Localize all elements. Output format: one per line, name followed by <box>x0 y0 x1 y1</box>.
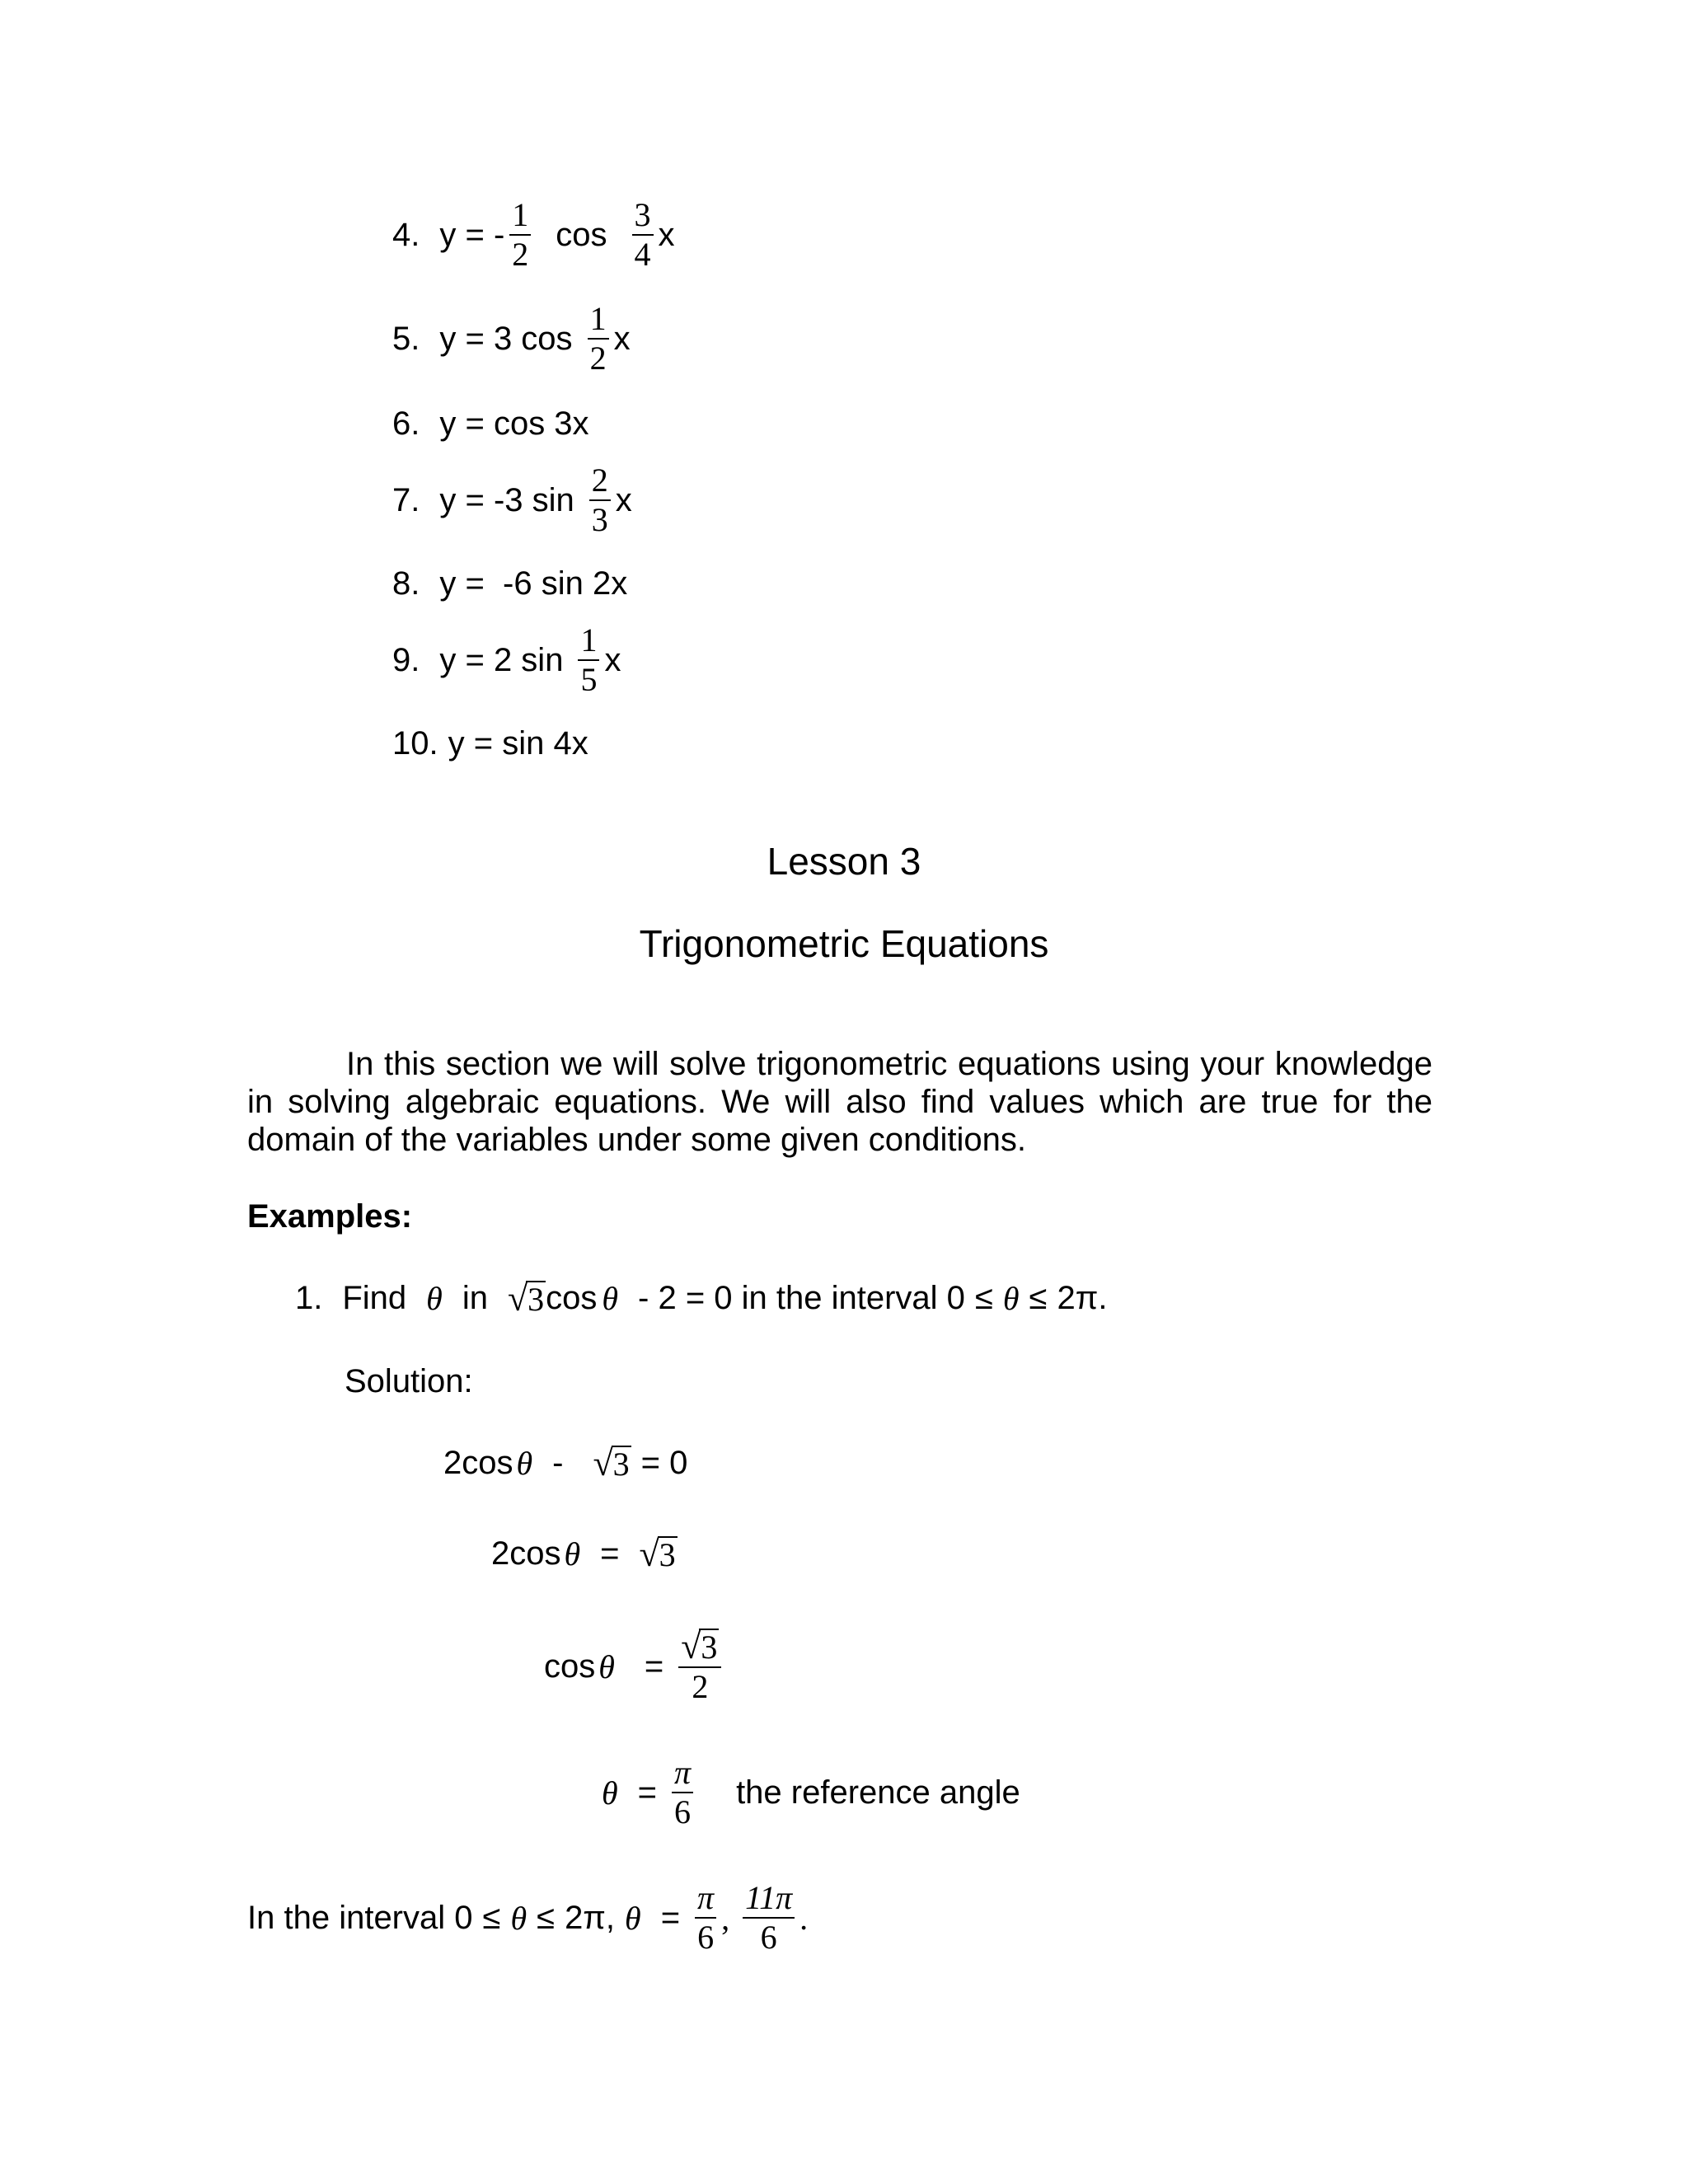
example-number: 1. <box>295 1280 323 1316</box>
theta-symbol: θ <box>598 1647 615 1685</box>
function-name: cos <box>556 216 607 253</box>
square-root: √ 3 <box>681 1626 718 1666</box>
variable: x <box>658 216 675 253</box>
examples-heading: Examples: <box>247 1198 413 1235</box>
fraction: $\frac{11\pi}{6}$ <box>743 1881 795 1955</box>
theta-symbol: θ <box>625 1899 641 1937</box>
problem-number: 4. <box>392 216 420 253</box>
square-root: √ 3 <box>639 1533 676 1574</box>
solution-step-3: cos θ = √ 3 2 <box>544 1629 726 1704</box>
theta-symbol: θ <box>426 1280 443 1317</box>
solution-step-4: θ = $\frac{\pi}{6}$ the reference angle <box>602 1754 1020 1830</box>
equation-rest: - 2 = 0 in the interval 0 <box>638 1280 965 1316</box>
problem-number: 6. <box>392 405 420 442</box>
equation-lhs: y = 3 cos <box>439 320 573 357</box>
solution-step-2: 2cos θ = √ 3 <box>491 1533 676 1574</box>
problem-7 <box>392 463 632 537</box>
problem-number: 10. <box>392 725 438 762</box>
final-answer: In the interval 0 ≤ θ ≤ 2π, θ = $\frac{\pi}{6}$ , $\frac{11\pi}{6}$ . <box>247 1879 809 1956</box>
solution-step-1: 2cos θ - √ 3 = 0 <box>443 1442 688 1483</box>
variable: x <box>615 481 632 518</box>
equation: y = sin 4x <box>448 725 588 762</box>
fraction: $\frac{3}{4}$ <box>632 198 654 272</box>
cos-label: cos <box>546 1280 598 1316</box>
equation-lhs: y = -3 sin <box>439 481 574 518</box>
problem-number: 9. <box>392 641 420 678</box>
theta-symbol: θ <box>564 1535 581 1572</box>
find-label: Find <box>342 1280 407 1316</box>
problem-number: 5. <box>392 320 420 357</box>
theta-symbol: θ <box>602 1280 619 1317</box>
reference-angle-note: the reference angle <box>736 1774 1020 1811</box>
solution-label: Solution: <box>345 1363 473 1399</box>
fraction: $\frac{1}{2}$ <box>588 302 609 376</box>
example-1 <box>295 1279 1107 1318</box>
two-pi: 2π. <box>1057 1280 1108 1316</box>
le-symbol: ≤ <box>1029 1280 1048 1316</box>
problem-6 <box>392 405 589 443</box>
problem-number: 8. <box>392 565 420 602</box>
problem-number: 7. <box>392 481 420 518</box>
variable: x <box>613 320 631 357</box>
problem-4 <box>392 198 675 272</box>
problem-5 <box>392 302 631 376</box>
variable: x <box>604 641 621 678</box>
fraction: $\frac{\pi}{6}$ <box>672 1755 693 1830</box>
le-symbol: ≤ <box>974 1280 993 1316</box>
fraction: $\frac{\pi}{6}$ <box>695 1881 716 1955</box>
square-root: √ 3 <box>507 1277 545 1319</box>
lesson-subtitle: Trigonometric Equations <box>639 922 1049 965</box>
problem-9 <box>392 623 621 697</box>
in-label: in <box>462 1280 488 1316</box>
lesson-title: Lesson 3 <box>767 840 921 883</box>
fraction: $\frac{2}{3}$ <box>589 463 611 537</box>
theta-symbol: θ <box>602 1774 618 1811</box>
fraction: $\frac{1}{2}$ <box>509 198 531 272</box>
fraction: $\frac{1}{5}$ <box>578 623 599 697</box>
le-symbol: ≤ <box>537 1899 556 1936</box>
theta-symbol: θ <box>510 1899 528 1937</box>
theta-symbol: θ <box>1002 1280 1020 1317</box>
equation-lhs: y = - <box>439 216 505 253</box>
square-root: √ 3 <box>593 1442 630 1483</box>
problem-8 <box>392 565 627 602</box>
equation: y = cos 3x <box>439 405 589 442</box>
theta-symbol: θ <box>516 1445 533 1482</box>
equation: y = -6 sin 2x <box>439 565 628 602</box>
problem-10 <box>392 725 588 762</box>
fraction: √ 3 2 <box>678 1629 721 1704</box>
equation-lhs: y = 2 sin <box>439 641 564 678</box>
le-symbol: ≤ <box>482 1899 501 1936</box>
intro-paragraph: In this section we will solve trigonometric equations using your knowledge in solving algebraic equations. We will also find values which are true for the domain of the variables under some given conditions. <box>247 1046 1432 1158</box>
